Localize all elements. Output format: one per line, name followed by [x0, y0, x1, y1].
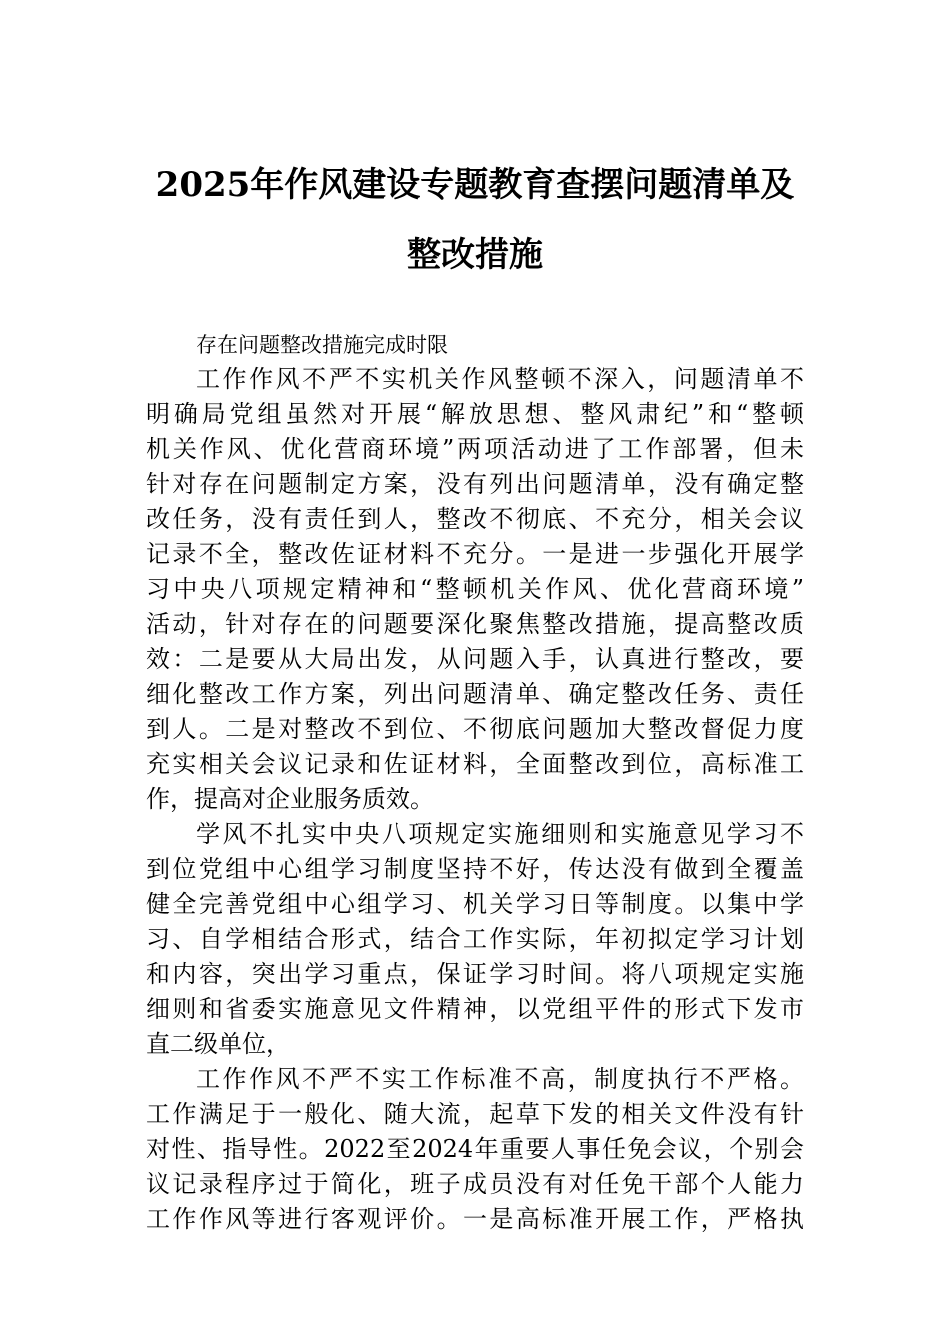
- table-header-row: 存在问题整改措施完成时限: [196, 333, 448, 357]
- body-text-line: 充实相关会议记录和佐证材料，全面整改到位，高标准工: [146, 750, 804, 778]
- document-title-line-1: 2025年作风建设专题教育查摆问题清单及: [155, 165, 795, 205]
- body-text-line: 记录不全，整改佐证材料不充分。一是进一步强化开展学: [146, 540, 804, 568]
- body-text-line: 工作作风等进行客观评价。一是高标准开展工作，严格执: [146, 1205, 804, 1233]
- body-text-line: 工作作风不严不实机关作风整顿不深入，问题清单不: [196, 365, 804, 393]
- body-text-line: 议记录程序过于简化，班子成员没有对任免干部个人能力: [146, 1170, 804, 1198]
- body-text-line: 效：二是要从大局出发，从问题入手，认真进行整改，要: [146, 645, 804, 673]
- document-title-line-2: 整改措施: [407, 235, 543, 275]
- body-text-line: 改任务，没有责任到人，整改不彻底、不充分，相关会议: [146, 505, 804, 533]
- body-text-line: 作，提高对企业服务质效。: [146, 785, 434, 813]
- body-text-line: 机关作风、优化营商环境”两项活动进了工作部署，但未: [146, 435, 804, 463]
- body-text-line: 细化整改工作方案，列出问题清单、确定整改任务、责任: [146, 680, 804, 708]
- body-text-line: 到人。二是对整改不到位、不彻底问题加大整改督促力度: [146, 715, 804, 743]
- body-text-line: 习中央八项规定精神和“整顿机关作风、优化营商环境”: [146, 575, 804, 603]
- body-text-line: 工作作风不严不实工作标准不高，制度执行不严格。: [196, 1065, 804, 1093]
- body-text-line: 和内容，突出学习重点，保证学习时间。将八项规定实施: [146, 960, 804, 988]
- body-text-line: 健全完善党组中心组学习、机关学习日等制度。以集中学: [146, 890, 804, 918]
- body-text-line: 明确局党组虽然对开展“解放思想、整风肃纪”和“整顿: [146, 400, 804, 428]
- body-text-line: 对性、指导性。2022至2024年重要人事任免会议，个别会: [146, 1135, 804, 1163]
- body-text-line: 习、自学相结合形式，结合工作实际，年初拟定学习计划: [146, 925, 804, 953]
- body-text-line: 活动，针对存在的问题要深化聚焦整改措施，提高整改质: [146, 610, 804, 638]
- body-text-line: 细则和省委实施意见文件精神，以党组平件的形式下发市: [146, 995, 804, 1023]
- body-text-line: 直二级单位，: [146, 1030, 290, 1058]
- body-text-line: 学风不扎实中央八项规定实施细则和实施意见学习不: [196, 820, 804, 848]
- body-text-line: 工作满足于一般化、随大流，起草下发的相关文件没有针: [146, 1100, 804, 1128]
- body-text-line: 针对存在问题制定方案，没有列出问题清单，没有确定整: [146, 470, 804, 498]
- body-text-line: 到位党组中心组学习制度坚持不好，传达没有做到全覆盖: [146, 855, 804, 883]
